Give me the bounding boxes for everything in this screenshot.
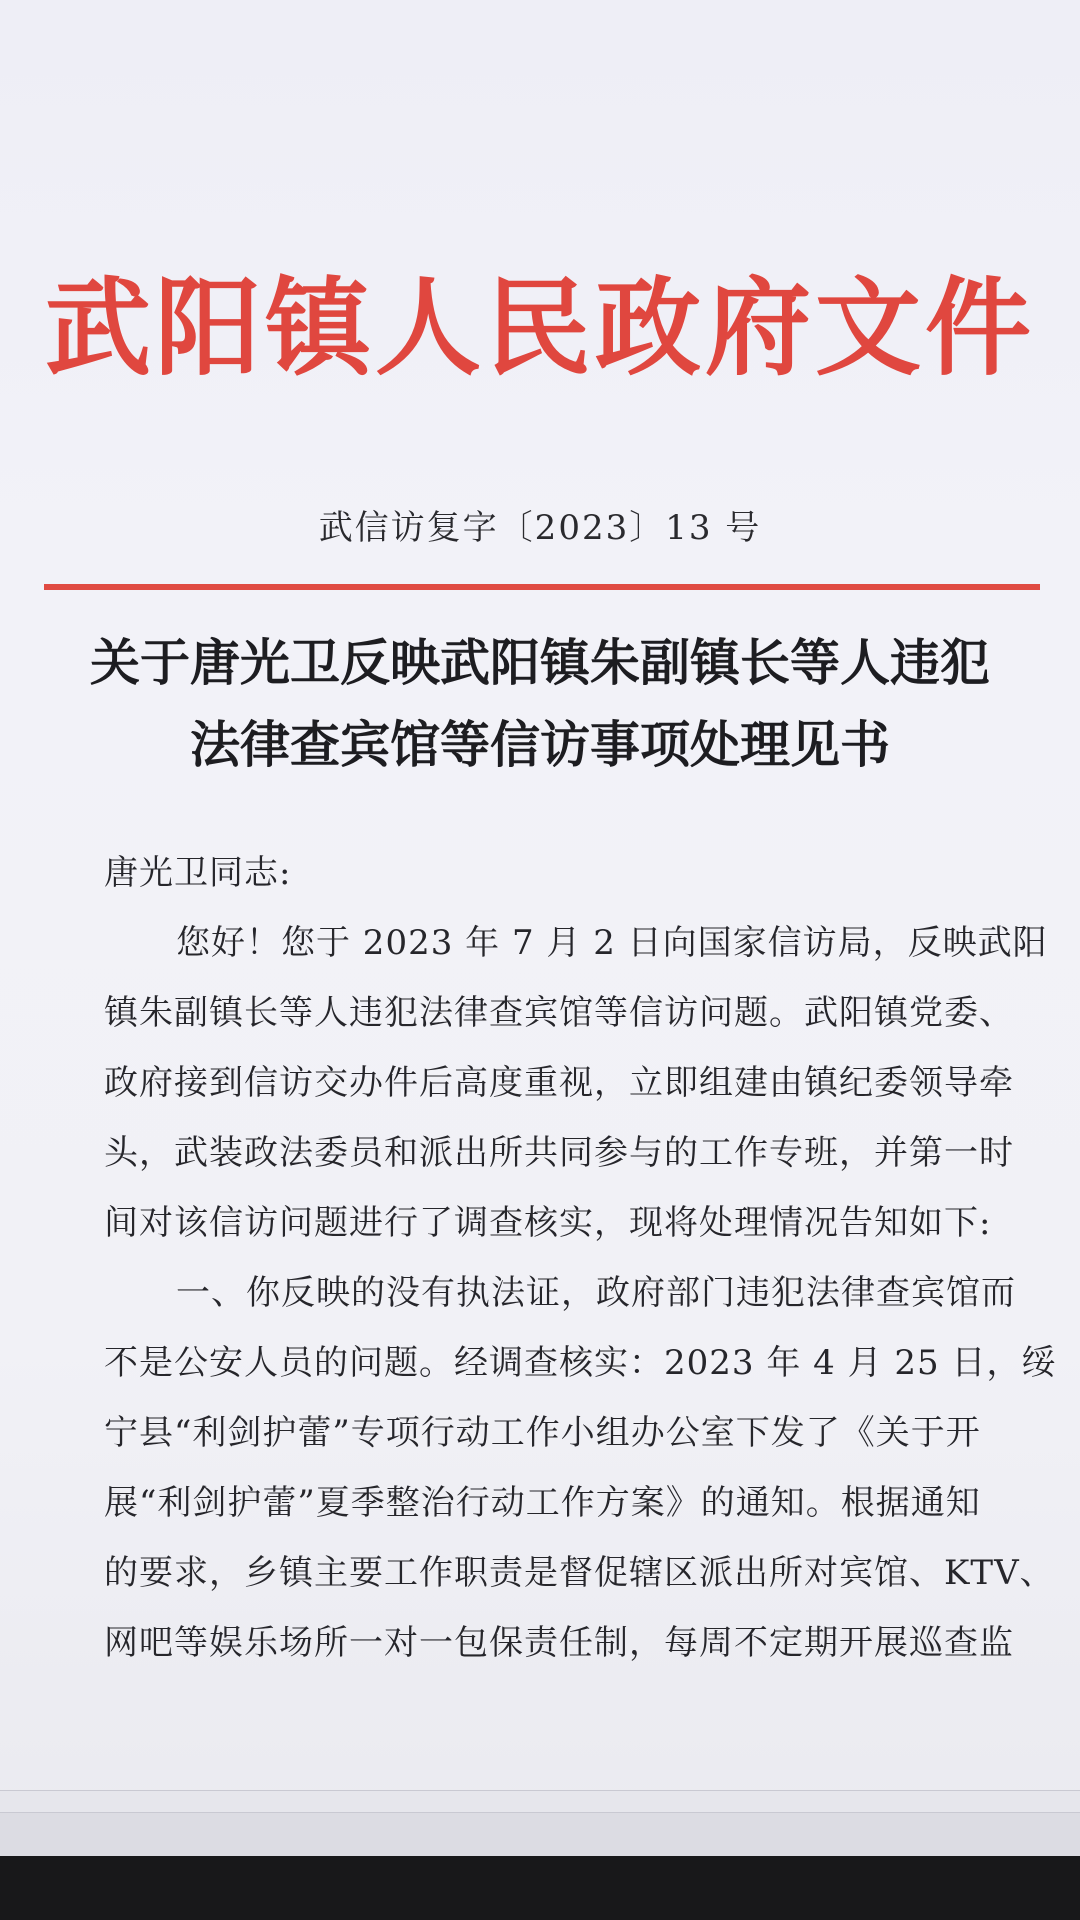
red-divider <box>44 584 1040 590</box>
header-title: 武阳镇人民政府文件 <box>45 265 1035 390</box>
salutation: 唐光卫同志: <box>104 853 292 893</box>
body-line: 间对该信访问题进行了调查核实，现将处理情况告知如下: <box>104 1203 992 1243</box>
body-line: 展“利剑护蕾”夏季整治行动工作方案》的通知。根据通知 <box>104 1483 981 1523</box>
body-line: 的要求，乡镇主要工作职责是督促辖区派出所对宾馆、KTV、 <box>104 1553 1055 1593</box>
document-title <box>0 622 1080 786</box>
body-line: 镇朱副镇长等人违犯法律查宾馆等信访问题。武阳镇党委、 <box>104 993 1014 1033</box>
body-line: 您好！您于 2023 年 7 月 2 日向国家信访局，反映武阳 <box>176 923 1048 963</box>
body-line: 宁县“利剑护蕾”专项行动工作小组办公室下发了《关于开 <box>104 1413 981 1453</box>
dark-background <box>0 1856 1080 1920</box>
body-line: 网吧等娱乐场所一对一包保责任制，每周不定期开展巡查监 <box>104 1623 1014 1663</box>
body-line: 政府接到信访交办件后高度重视，立即组建由镇纪委领导牵 <box>104 1063 1014 1103</box>
title-line-2: 法律查宾馆等信访事项处理见书 <box>190 715 890 774</box>
document-number: 武信访复字〔2023〕13 号 <box>318 508 762 548</box>
title-line-1: 关于唐光卫反映武阳镇朱副镇长等人违犯 <box>90 633 990 692</box>
document-body <box>104 838 1057 1678</box>
body-line: 头，武装政法委员和派出所共同参与的工作专班，并第一时 <box>104 1133 1014 1173</box>
body-line: 不是公安人员的问题。经调查核实：2023 年 4 月 25 日，绥 <box>104 1343 1057 1383</box>
body-line: 一、你反映的没有执法证，政府部门违犯法律查宾馆而 <box>176 1273 1016 1313</box>
